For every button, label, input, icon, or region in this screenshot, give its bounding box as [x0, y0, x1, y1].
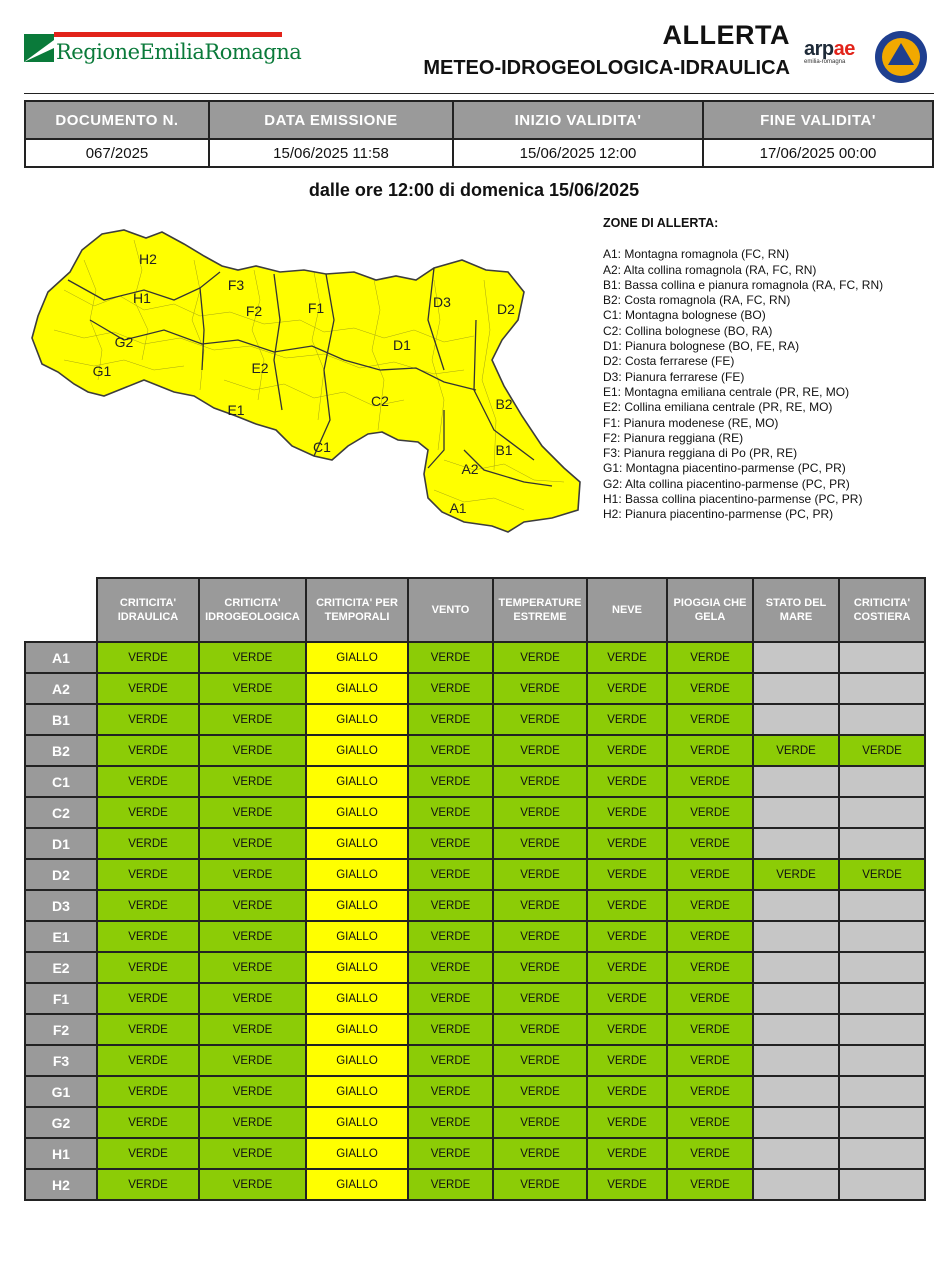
header-divider — [24, 93, 934, 94]
regione-emilia-romagna-logo — [24, 32, 302, 72]
legend-item: A1: Montagna romagnola (FC, RN) — [603, 247, 790, 262]
alert-level-cell: VERDE — [97, 921, 199, 952]
alert-level-cell: VERDE — [408, 704, 493, 735]
alert-level-cell: VERDE — [493, 890, 587, 921]
alert-level-cell: GIALLO — [306, 859, 408, 890]
alert-level-cell: VERDE — [587, 766, 667, 797]
alert-level-cell: GIALLO — [306, 1138, 408, 1169]
info-header-fine: FINE VALIDITA' — [703, 101, 933, 139]
alert-level-cell — [753, 983, 839, 1014]
alert-level-cell — [753, 890, 839, 921]
alert-level-cell: VERDE — [587, 890, 667, 921]
alert-level-cell: VERDE — [199, 642, 306, 673]
alert-level-cell — [839, 952, 925, 983]
legend-item: G2: Alta collina piacentino-parmense (PC, PR) — [603, 476, 850, 491]
legend-item: D3: Pianura ferrarese (FE) — [603, 369, 745, 384]
alert-level-cell: VERDE — [97, 642, 199, 673]
table-row — [25, 952, 925, 983]
legend-item: G1: Montagna piacentino-parmense (PC, PR) — [603, 461, 846, 476]
alert-level-cell — [753, 704, 839, 735]
column-header: PIOGGIA CHE GELA — [667, 578, 753, 642]
alert-level-cell: VERDE — [199, 952, 306, 983]
zone-code: G1 — [25, 1076, 97, 1107]
alert-level-cell: VERDE — [199, 797, 306, 828]
alert-level-cell: VERDE — [587, 704, 667, 735]
zone-code: C2 — [25, 797, 97, 828]
alert-level-cell: VERDE — [493, 952, 587, 983]
alert-level-cell: VERDE — [667, 1076, 753, 1107]
alert-level-cell: VERDE — [587, 921, 667, 952]
alert-level-cell: VERDE — [667, 890, 753, 921]
alert-level-cell: GIALLO — [306, 766, 408, 797]
map-label-b2: B2 — [495, 396, 513, 412]
alert-level-cell — [839, 983, 925, 1014]
map-label-f3: F3 — [227, 277, 245, 293]
legend-item: F3: Pianura reggiana di Po (PR, RE) — [603, 446, 798, 461]
alert-level-cell: VERDE — [408, 735, 493, 766]
alert-level-cell — [753, 921, 839, 952]
alert-level-cell: VERDE — [493, 766, 587, 797]
alert-level-cell — [839, 921, 925, 952]
alert-level-cell: GIALLO — [306, 1169, 408, 1200]
alert-level-cell: VERDE — [587, 828, 667, 859]
alert-level-cell: VERDE — [587, 1169, 667, 1200]
alert-level-cell: VERDE — [97, 1169, 199, 1200]
table-row — [25, 828, 925, 859]
map-label-g1: G1 — [92, 363, 112, 379]
alert-level-cell: GIALLO — [306, 921, 408, 952]
alert-level-cell: VERDE — [97, 1014, 199, 1045]
table-row — [25, 797, 925, 828]
alert-level-cell — [753, 828, 839, 859]
legend-item: B2: Costa romagnola (RA, FC, RN) — [603, 293, 791, 308]
alert-level-cell: VERDE — [408, 1076, 493, 1107]
validity-subtitle: dalle ore 12:00 di domenica 15/06/2025 — [308, 180, 640, 200]
zone-code: E1 — [25, 921, 97, 952]
table-row — [25, 921, 925, 952]
alert-level-cell — [753, 1138, 839, 1169]
map-label-g2: G2 — [114, 334, 134, 350]
table-row — [25, 766, 925, 797]
alert-level-cell: GIALLO — [306, 642, 408, 673]
alert-level-cell — [839, 1076, 925, 1107]
zone-code: D1 — [25, 828, 97, 859]
map-label-h1: H1 — [133, 290, 151, 306]
map-label-c2: C2 — [371, 393, 389, 409]
alert-level-cell: VERDE — [408, 1045, 493, 1076]
alert-level-cell — [753, 1014, 839, 1045]
alert-level-cell: VERDE — [753, 859, 839, 890]
alert-level-cell: VERDE — [493, 859, 587, 890]
alert-level-cell: VERDE — [587, 642, 667, 673]
alert-level-cell: VERDE — [667, 766, 753, 797]
alert-level-cell: VERDE — [667, 952, 753, 983]
zone-code: D3 — [25, 890, 97, 921]
alert-level-cell: VERDE — [97, 859, 199, 890]
alert-level-cell: VERDE — [199, 1138, 306, 1169]
alert-level-cell: VERDE — [493, 1169, 587, 1200]
legend-item: E2: Collina emiliana centrale (PR, RE, MO) — [603, 400, 833, 415]
alert-level-cell: VERDE — [667, 1138, 753, 1169]
alert-level-cell: GIALLO — [306, 1107, 408, 1138]
alert-level-cell: VERDE — [587, 952, 667, 983]
column-header: TEMPERATURE ESTREME — [493, 578, 587, 642]
alert-level-cell: VERDE — [493, 642, 587, 673]
alert-level-cell: VERDE — [199, 704, 306, 735]
column-header: CRITICITA' IDRAULICA — [97, 578, 199, 642]
alert-level-cell: VERDE — [667, 704, 753, 735]
zone-code: A2 — [25, 673, 97, 704]
legend-item: C1: Montagna bolognese (BO) — [603, 308, 766, 323]
alert-level-cell: VERDE — [199, 859, 306, 890]
alert-level-cell: VERDE — [199, 921, 306, 952]
alert-level-cell: VERDE — [587, 1107, 667, 1138]
column-header: VENTO — [408, 578, 493, 642]
region-logo-text: RegioneEmiliaRomagna — [56, 40, 302, 64]
arpae-logo-a: arp — [804, 38, 834, 60]
alert-level-cell: VERDE — [667, 1169, 753, 1200]
alert-level-cell: VERDE — [587, 735, 667, 766]
alert-level-cell: VERDE — [493, 1076, 587, 1107]
column-header: STATO DEL MARE — [753, 578, 839, 642]
alert-level-cell: VERDE — [97, 1107, 199, 1138]
alert-level-cell: VERDE — [97, 890, 199, 921]
alert-level-cell: VERDE — [493, 673, 587, 704]
info-header-emissione: DATA EMISSIONE — [209, 101, 453, 139]
alert-level-cell — [753, 797, 839, 828]
alert-level-cell: VERDE — [493, 797, 587, 828]
column-header: NEVE — [587, 578, 667, 642]
alert-level-cell: VERDE — [667, 735, 753, 766]
alert-level-cell — [753, 1169, 839, 1200]
map-label-e1: E1 — [227, 402, 245, 418]
alert-zones-map — [24, 220, 590, 540]
alert-level-cell: VERDE — [839, 859, 925, 890]
alert-level-cell: VERDE — [493, 1045, 587, 1076]
alert-level-cell: VERDE — [97, 952, 199, 983]
arpae-logo — [804, 38, 855, 65]
alert-level-cell — [839, 642, 925, 673]
map-label-d1: D1 — [393, 337, 411, 353]
legend-item: C2: Collina bolognese (BO, RA) — [603, 323, 773, 338]
alert-level-cell: VERDE — [493, 1138, 587, 1169]
page-title: ALLERTA — [662, 20, 790, 50]
alert-level-cell: VERDE — [199, 673, 306, 704]
alert-level-cell: VERDE — [493, 1107, 587, 1138]
alert-level-cell: VERDE — [408, 859, 493, 890]
alert-level-cell — [753, 952, 839, 983]
alert-level-cell: VERDE — [408, 952, 493, 983]
table-row — [25, 642, 925, 673]
alert-level-cell — [839, 1045, 925, 1076]
alert-level-cell — [753, 766, 839, 797]
alert-level-cell: VERDE — [408, 766, 493, 797]
alert-level-cell: VERDE — [199, 1045, 306, 1076]
alert-level-cell: VERDE — [667, 1045, 753, 1076]
alert-level-cell: VERDE — [199, 1014, 306, 1045]
alert-levels-table — [24, 577, 926, 1201]
alert-level-cell — [839, 890, 925, 921]
alert-level-cell: GIALLO — [306, 735, 408, 766]
alert-level-cell: VERDE — [493, 1014, 587, 1045]
alert-level-cell: VERDE — [587, 1045, 667, 1076]
alert-level-cell: GIALLO — [306, 673, 408, 704]
table-row — [25, 1169, 925, 1200]
legend-item: A2: Alta collina romagnola (RA, FC, RN) — [603, 262, 817, 277]
alert-level-cell: VERDE — [199, 1107, 306, 1138]
alert-level-cell: GIALLO — [306, 704, 408, 735]
table-row — [25, 704, 925, 735]
alert-level-cell: VERDE — [493, 735, 587, 766]
alert-level-cell: GIALLO — [306, 1014, 408, 1045]
alert-level-cell: VERDE — [408, 890, 493, 921]
alert-level-cell: VERDE — [97, 704, 199, 735]
legend-item: H2: Pianura piacentino-parmense (PC, PR) — [603, 507, 834, 522]
alert-level-cell: VERDE — [493, 704, 587, 735]
table-row — [25, 735, 925, 766]
zone-code: H2 — [25, 1169, 97, 1200]
alert-level-cell — [753, 1076, 839, 1107]
logo-red-bar — [54, 32, 282, 37]
alert-level-cell: GIALLO — [306, 797, 408, 828]
map-label-d2: D2 — [497, 301, 515, 317]
alert-level-cell: VERDE — [667, 1107, 753, 1138]
map-label-f1: F1 — [307, 300, 325, 316]
alert-level-cell: VERDE — [587, 983, 667, 1014]
document-info-table — [24, 100, 934, 168]
alert-level-cell: VERDE — [587, 797, 667, 828]
alert-level-cell — [839, 673, 925, 704]
column-header: CRITICITA' IDROGEOLOGICA — [199, 578, 306, 642]
table-row — [25, 1014, 925, 1045]
legend-item: D2: Costa ferrarese (FE) — [603, 354, 735, 369]
alert-level-cell — [839, 797, 925, 828]
legend-item: E1: Montagna emiliana centrale (PR, RE, MO) — [603, 384, 850, 399]
table-row — [25, 983, 925, 1014]
zone-code: H1 — [25, 1138, 97, 1169]
alert-level-cell: VERDE — [97, 1045, 199, 1076]
alert-level-cell: VERDE — [667, 859, 753, 890]
zone-code: G2 — [25, 1107, 97, 1138]
alert-level-cell: VERDE — [667, 921, 753, 952]
alert-level-cell: VERDE — [408, 1169, 493, 1200]
legend-item: F1: Pianura modenese (RE, MO) — [603, 415, 779, 430]
alert-level-cell: VERDE — [493, 983, 587, 1014]
alert-level-cell: VERDE — [587, 1076, 667, 1107]
zone-code: E2 — [25, 952, 97, 983]
alert-level-cell: VERDE — [408, 642, 493, 673]
alert-level-cell: VERDE — [97, 797, 199, 828]
alert-level-cell — [839, 828, 925, 859]
table-corner — [25, 578, 97, 642]
protezione-civile-logo — [874, 30, 928, 84]
region-flag-icon — [24, 34, 54, 62]
alert-level-cell: VERDE — [667, 828, 753, 859]
alert-level-cell: VERDE — [408, 797, 493, 828]
alert-level-cell: VERDE — [199, 1076, 306, 1107]
alert-level-cell: VERDE — [408, 983, 493, 1014]
alert-level-cell: GIALLO — [306, 1045, 408, 1076]
map-label-a2: A2 — [461, 461, 479, 477]
zone-code: F2 — [25, 1014, 97, 1045]
alert-level-cell: VERDE — [667, 642, 753, 673]
info-inizio-value: 15/06/2025 12:00 — [453, 139, 703, 167]
alert-level-cell: GIALLO — [306, 983, 408, 1014]
legend-item: B1: Bassa collina e pianura romagnola (RA, FC, RN) — [603, 277, 884, 292]
alert-level-cell: VERDE — [667, 797, 753, 828]
alert-level-cell — [753, 673, 839, 704]
map-label-h2: H2 — [139, 251, 157, 267]
alert-level-cell: VERDE — [199, 890, 306, 921]
alert-level-cell: VERDE — [587, 673, 667, 704]
zone-code: C1 — [25, 766, 97, 797]
alert-level-cell — [753, 642, 839, 673]
alert-level-cell — [839, 1014, 925, 1045]
info-fine-value: 17/06/2025 00:00 — [703, 139, 933, 167]
alert-level-cell: VERDE — [97, 983, 199, 1014]
map-label-e2: E2 — [251, 360, 269, 376]
alert-level-cell: GIALLO — [306, 890, 408, 921]
alert-level-cell: VERDE — [408, 1138, 493, 1169]
info-header-inizio: INIZIO VALIDITA' — [453, 101, 703, 139]
alert-level-cell: VERDE — [408, 1014, 493, 1045]
table-row — [25, 1107, 925, 1138]
alert-level-cell — [753, 1107, 839, 1138]
alert-level-cell: VERDE — [199, 1169, 306, 1200]
alert-level-cell: GIALLO — [306, 1076, 408, 1107]
alert-level-cell: GIALLO — [306, 952, 408, 983]
table-row — [25, 890, 925, 921]
alert-level-cell: VERDE — [493, 921, 587, 952]
alert-level-cell: VERDE — [97, 766, 199, 797]
page-subtitle: METEO-IDROGEOLOGICA-IDRAULICA — [423, 57, 790, 79]
alert-level-cell — [839, 1138, 925, 1169]
zone-code: A1 — [25, 642, 97, 673]
alert-level-cell: VERDE — [97, 1138, 199, 1169]
alert-level-cell — [753, 1045, 839, 1076]
map-label-d3: D3 — [433, 294, 451, 310]
legend-item: H1: Bassa collina piacentino-parmense (PC, PR) — [603, 492, 863, 507]
alert-level-cell: VERDE — [199, 828, 306, 859]
map-label-b1: B1 — [495, 442, 513, 458]
zone-code: B2 — [25, 735, 97, 766]
region-outline — [32, 230, 580, 532]
alert-level-cell: VERDE — [97, 673, 199, 704]
alert-level-cell: VERDE — [493, 828, 587, 859]
alert-level-cell: VERDE — [408, 921, 493, 952]
alert-level-cell — [839, 704, 925, 735]
table-row — [25, 1138, 925, 1169]
legend-title: ZONE DI ALLERTA: — [603, 216, 719, 230]
map-label-c1: C1 — [313, 439, 331, 455]
alert-level-cell: VERDE — [408, 1107, 493, 1138]
alert-level-cell: VERDE — [667, 983, 753, 1014]
alert-level-cell: VERDE — [97, 735, 199, 766]
zone-code: D2 — [25, 859, 97, 890]
alert-level-cell: VERDE — [587, 1138, 667, 1169]
alert-level-cell: VERDE — [97, 828, 199, 859]
zone-code: F1 — [25, 983, 97, 1014]
map-label-f2: F2 — [245, 303, 263, 319]
map-label-a1: A1 — [449, 500, 467, 516]
alert-level-cell: VERDE — [667, 673, 753, 704]
alert-level-cell: VERDE — [587, 1014, 667, 1045]
zone-legend — [603, 216, 933, 523]
alert-level-cell: VERDE — [839, 735, 925, 766]
alert-level-cell: VERDE — [667, 1014, 753, 1045]
alert-level-cell: VERDE — [408, 828, 493, 859]
arpae-logo-sub: emilia-romagna — [804, 59, 846, 65]
alert-level-cell: VERDE — [587, 859, 667, 890]
alert-level-cell: VERDE — [199, 735, 306, 766]
table-row — [25, 1045, 925, 1076]
alert-level-cell: GIALLO — [306, 828, 408, 859]
info-header-documento: DOCUMENTO N. — [25, 101, 209, 139]
alert-level-cell — [839, 1169, 925, 1200]
table-row — [25, 859, 925, 890]
legend-item: D1: Pianura bolognese (BO, FE, RA) — [603, 339, 800, 354]
alert-level-cell — [839, 1107, 925, 1138]
arpae-logo-b: ae — [833, 38, 855, 60]
legend-item: F2: Pianura reggiana (RE) — [603, 430, 744, 445]
zone-code: F3 — [25, 1045, 97, 1076]
alert-level-cell: VERDE — [199, 983, 306, 1014]
zone-code: B1 — [25, 704, 97, 735]
alert-level-cell — [839, 766, 925, 797]
alert-level-cell: VERDE — [753, 735, 839, 766]
column-header: CRITICITA' COSTIERA — [839, 578, 925, 642]
table-row — [25, 673, 925, 704]
column-header: CRITICITA' PER TEMPORALI — [306, 578, 408, 642]
table-row — [25, 1076, 925, 1107]
info-documento-value: 067/2025 — [25, 139, 209, 167]
alert-level-cell: VERDE — [199, 766, 306, 797]
info-emissione-value: 15/06/2025 11:58 — [209, 139, 453, 167]
alert-level-cell: VERDE — [97, 1076, 199, 1107]
alert-level-cell: VERDE — [408, 673, 493, 704]
